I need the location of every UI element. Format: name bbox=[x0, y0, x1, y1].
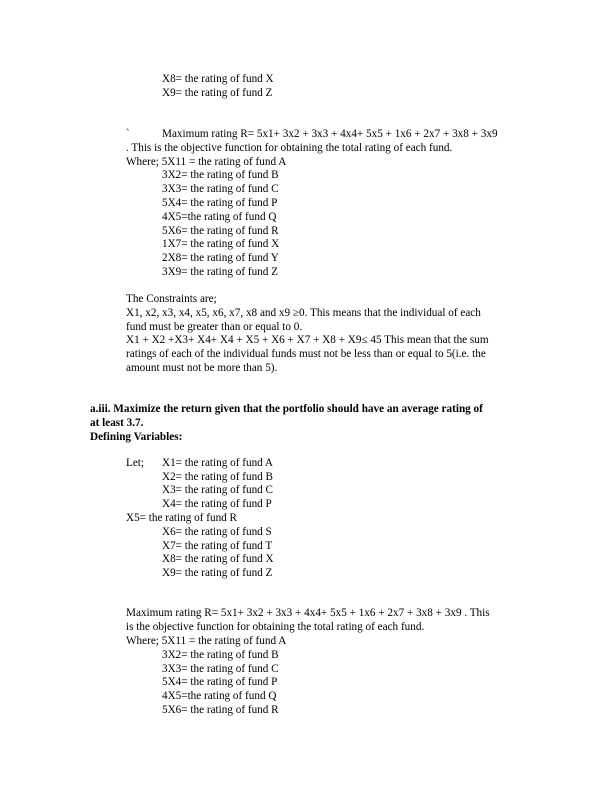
objective-line-2: . This is the objective function for obtaining the total rating of each fund. bbox=[126, 142, 453, 154]
constraint-line: ratings of each of the individual funds must not be less than or equal to 5(i.e. the bbox=[126, 348, 486, 360]
fund-rating-item: 4X5=the rating of fund Q bbox=[162, 690, 277, 702]
variable-item: X1= the rating of fund A bbox=[162, 457, 274, 469]
objective-line-1: Maximum rating R= 5x1+ 3x2 + 3x3 + 4x4+ 5x5 + 1x6 + 2x7 + 3x8 + 3x9 bbox=[162, 128, 498, 140]
constraint-line: X1 + X2 +X3+ X4+ X4 + X5 + X6 + X7 + X8 + X9≤ 45 This mean that the sum bbox=[126, 334, 489, 346]
variable-item: X7= the rating of fund T bbox=[162, 540, 273, 552]
top-list-item: X8= the rating of fund X bbox=[162, 73, 274, 85]
variable-item: X3= the rating of fund C bbox=[162, 484, 274, 496]
fund-rating-item: 5X6= the rating of fund R bbox=[162, 704, 279, 716]
constraints-heading: The Constraints are; bbox=[126, 293, 217, 305]
constraint-line: amount must not be more than 5). bbox=[126, 362, 278, 374]
where-line: Where; 5X11 = the rating of fund A bbox=[126, 156, 287, 168]
objective-line-2: is the objective function for obtaining the total rating of each fund. bbox=[126, 621, 425, 633]
fund-rating-item: 5X4= the rating of fund P bbox=[162, 197, 278, 209]
fund-rating-item: 3X3= the rating of fund C bbox=[162, 183, 279, 195]
where-line: Where; 5X11 = the rating of fund A bbox=[126, 635, 287, 647]
section-heading: at least 3.7. bbox=[90, 417, 144, 429]
fund-rating-item: 5X6= the rating of fund R bbox=[162, 225, 279, 237]
section-heading: a.iii. Maximize the return given that the portfolio should have an average rating of bbox=[90, 403, 483, 415]
fund-rating-item: 1X7= the rating of fund X bbox=[162, 238, 280, 250]
variable-item: X6= the rating of fund S bbox=[162, 526, 272, 538]
constraint-line: X1, x2, x3, x4, x5, x6, x7, x8 and x9 ≥0. This means that the individual of each bbox=[126, 307, 481, 319]
objective-line-1: Maximum rating R= 5x1+ 3x2 + 3x3 + 4x4+ 5x5 + 1x6 + 2x7 + 3x8 + 3x9 . This bbox=[126, 607, 490, 619]
variable-item: X5= the rating of fund R bbox=[126, 512, 238, 524]
tick-mark: ` bbox=[126, 128, 130, 140]
fund-rating-item: 2X8= the rating of fund Y bbox=[162, 252, 279, 264]
variable-item: X8= the rating of fund X bbox=[162, 553, 274, 565]
fund-rating-item: 4X5=the rating of fund Q bbox=[162, 211, 277, 223]
fund-rating-item: 5X4= the rating of fund P bbox=[162, 676, 278, 688]
let-label: Let; bbox=[126, 457, 145, 469]
fund-rating-item: 3X2= the rating of fund B bbox=[162, 169, 279, 181]
fund-rating-item: 3X3= the rating of fund C bbox=[162, 663, 279, 675]
fund-rating-item: 3X9= the rating of fund Z bbox=[162, 266, 278, 278]
fund-rating-item: 3X2= the rating of fund B bbox=[162, 649, 279, 661]
section-subheading: Defining Variables: bbox=[90, 431, 183, 443]
variable-item: X9= the rating of fund Z bbox=[162, 567, 273, 579]
top-list-item: X9= the rating of fund Z bbox=[162, 87, 273, 99]
constraint-line: fund must be greater than or equal to 0. bbox=[126, 321, 303, 333]
variable-item: X2= the rating of fund B bbox=[162, 471, 274, 483]
variable-item: X4= the rating of fund P bbox=[162, 498, 272, 510]
